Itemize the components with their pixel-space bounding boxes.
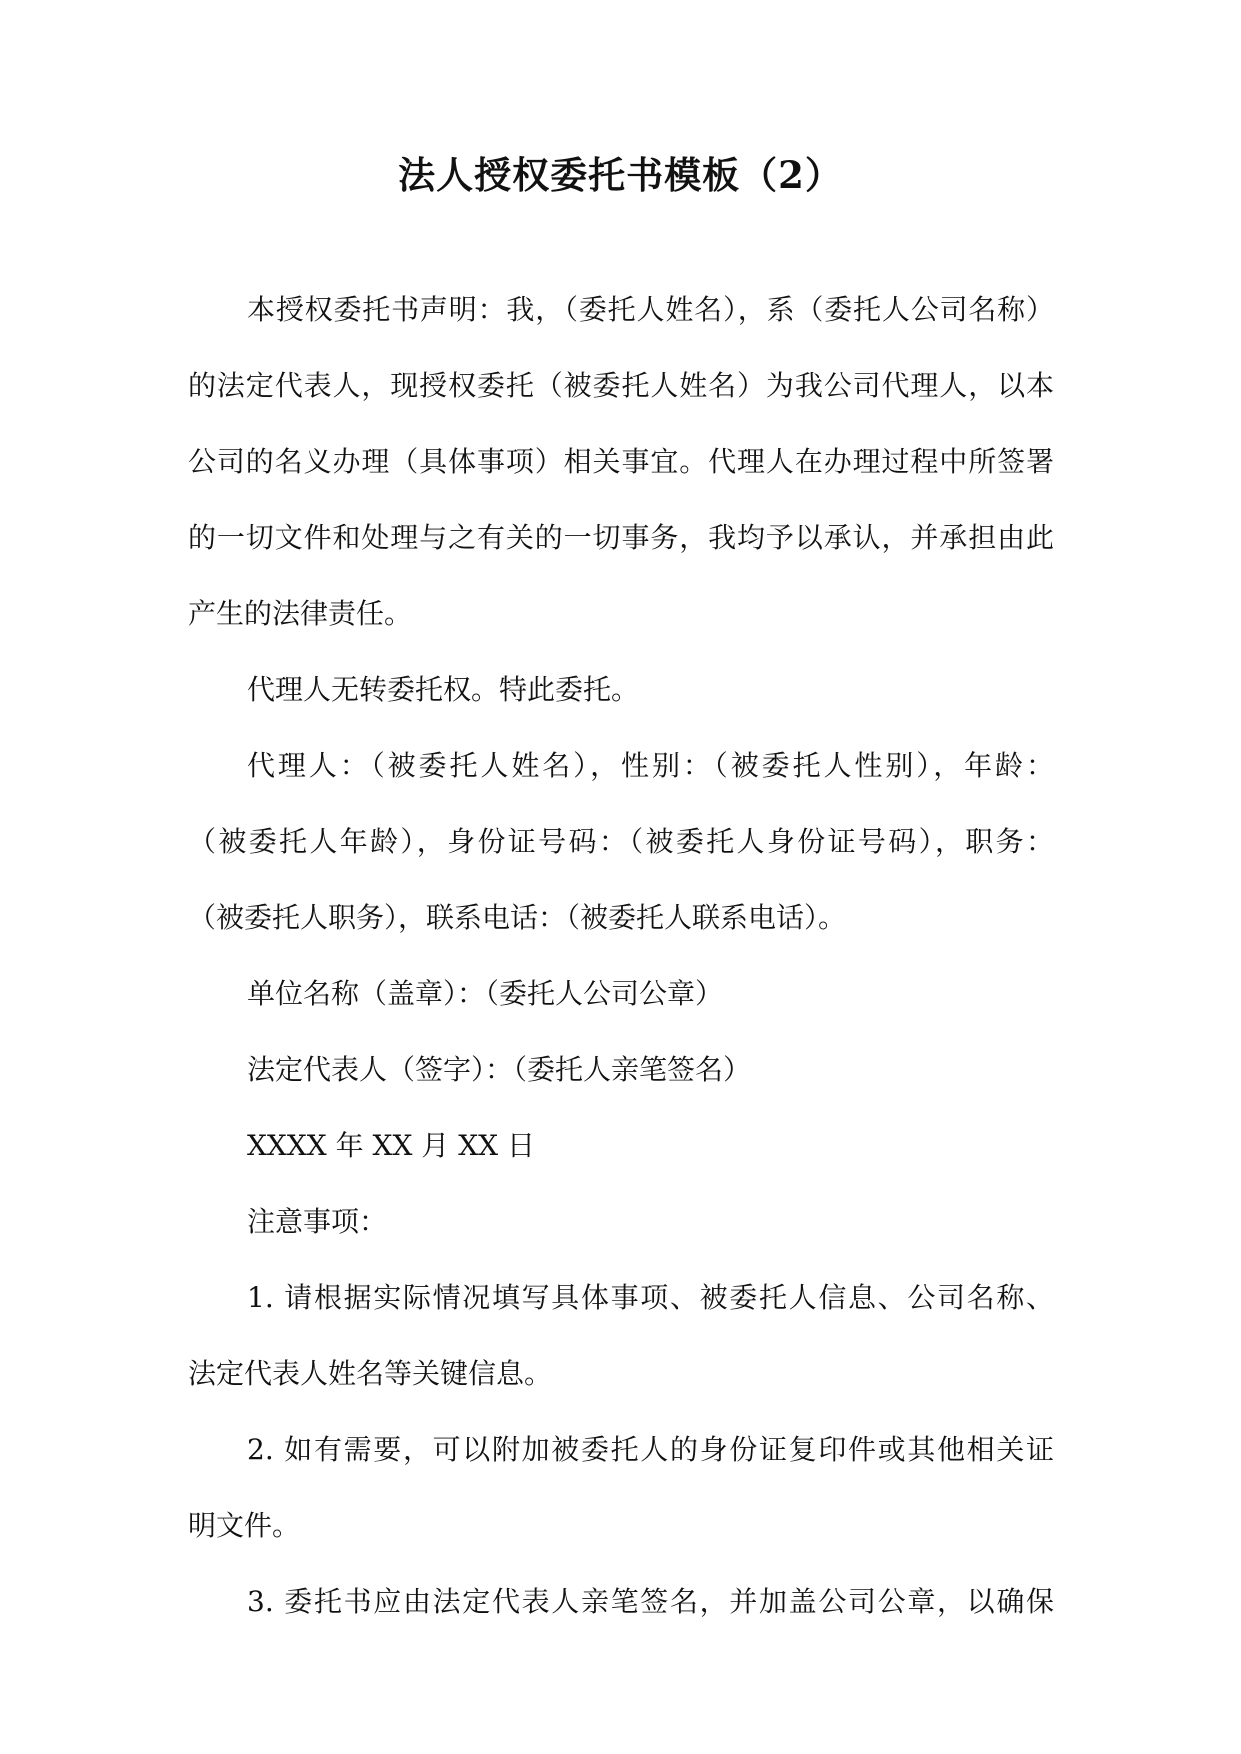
no-sub-delegation-paragraph: 代理人无转委托权。特此委托。 (247, 673, 640, 706)
note-item-2 (188, 1412, 1054, 1564)
paragraph-line: 2. 如有需要，可以附加被委托人的身份证复印件或其他相关证 (247, 1433, 1054, 1466)
paragraph-line: 本授权委托书声明：我，（委托人姓名），系（委托人公司名称） (247, 293, 1054, 326)
notes-heading: 注意事项： (247, 1205, 388, 1238)
document-body (188, 272, 1054, 1640)
paragraph-line: 1. 请根据实际情况填写具体事项、被委托人信息、公司名称、 (247, 1281, 1054, 1314)
paragraph-line: 法定代表人姓名等关键信息。 (188, 1357, 553, 1390)
declaration-paragraph (188, 272, 1054, 652)
note-item-1 (188, 1260, 1054, 1412)
legal-representative-signature-line: 法定代表人（签字）：（委托人亲笔签名） (247, 1053, 752, 1086)
paragraph-line: 3. 委托书应由法定代表人亲笔签名，并加盖公司公章，以确保 (247, 1585, 1054, 1618)
paragraph-line: （被委托人职务），联系电话：（被委托人联系电话）。 (188, 901, 847, 934)
paragraph-line: 的法定代表人，现授权委托（被委托人姓名）为我公司代理人，以本 (188, 369, 1054, 402)
company-seal-line: 单位名称（盖章）：（委托人公司公章） (247, 977, 724, 1010)
date-line: XXXX 年 XX 月 XX 日 (247, 1129, 535, 1162)
paragraph-line: 产生的法律责任。 (188, 597, 413, 630)
paragraph-line: 公司的名义办理（具体事项）相关事宜。代理人在办理过程中所签署 (188, 445, 1054, 478)
note-item-3 (188, 1564, 1054, 1640)
document-title: 法人授权委托书模板（2） (398, 153, 843, 197)
paragraph-line: 明文件。 (188, 1509, 301, 1542)
agent-info-paragraph (188, 728, 1054, 956)
paragraph-line: 代理人：（被委托人姓名），性别：（被委托人性别），年龄： (247, 749, 1054, 782)
paragraph-line: （被委托人年龄），身份证号码：（被委托人身份证号码），职务： (188, 825, 1054, 858)
paragraph-line: 的一切文件和处理与之有关的一切事务，我均予以承认，并承担由此 (188, 521, 1054, 554)
